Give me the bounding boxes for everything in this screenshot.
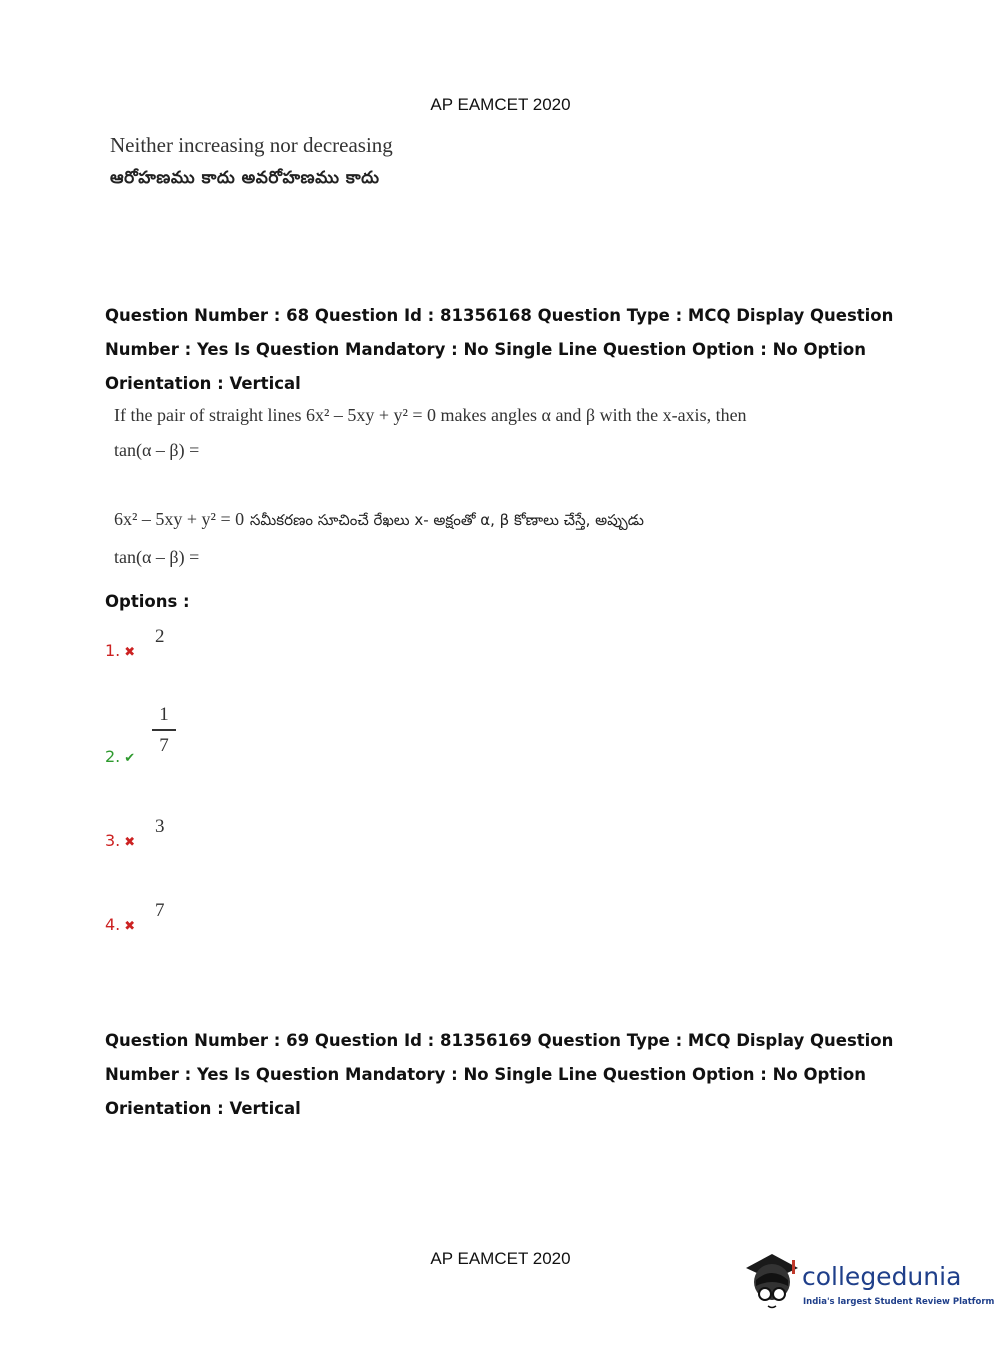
options-label: Options : (105, 592, 190, 611)
question-68-meta: Question Number : 68 Question Id : 81356168 Question Type : MCQ Display Question Number : Yes Is Question Mandatory : No Single Line Question Option : No Option Orientation : Vertical (105, 306, 894, 393)
cross-icon: ✖ (124, 645, 136, 660)
fraction-bar (152, 729, 176, 731)
question-68-text-english-line2: tan(α – β) = (114, 440, 200, 460)
option-3 (105, 831, 135, 850)
telugu-equation: 6x² – 5xy + y² = 0 (114, 509, 245, 529)
option-2-number: 2. (105, 747, 121, 766)
fraction-denominator: 7 (159, 734, 169, 756)
question-68-text-telugu (114, 509, 644, 533)
check-icon: ✔ (124, 751, 136, 766)
option-1-number: 1. (105, 641, 121, 660)
question-68-text-english: If the pair of straight lines 6x² – 5xy + y² = 0 makes angles α and β with the x-axis, then (114, 405, 747, 425)
option-4-number: 4. (105, 915, 121, 934)
page-header: AP EAMCET 2020 (430, 95, 571, 114)
question-68-text-telugu-line2: tan(α – β) = (114, 547, 200, 567)
option-4 (105, 915, 135, 934)
option-3-value: 3 (155, 816, 165, 837)
option-2-fraction (152, 704, 176, 757)
cross-icon: ✖ (124, 835, 136, 850)
option-3-number: 3. (105, 831, 121, 850)
fraction-numerator: 1 (159, 704, 169, 725)
page-footer: AP EAMCET 2020 (430, 1249, 571, 1268)
option-1 (105, 641, 135, 660)
cross-icon: ✖ (124, 919, 136, 934)
previous-answer-english: Neither increasing nor decreasing (110, 133, 393, 157)
logo-wordmark: collegedunia (802, 1262, 962, 1291)
previous-answer-telugu: ఆరోహణము కాదు అవరోహణము కాదు (110, 168, 380, 188)
question-69-meta: Question Number : 69 Question Id : 81356169 Question Type : MCQ Display Question Number : Yes Is Question Mandatory : No Single Line Question Option : No Option Orientation : Vertical (105, 1031, 894, 1118)
option-2 (105, 747, 135, 766)
logo-tagline: India's largest Student Review Platform (803, 1297, 995, 1307)
collegedunia-mascot-icon (742, 1250, 802, 1320)
option-1-value: 2 (155, 626, 165, 647)
option-4-value: 7 (155, 900, 165, 921)
telugu-text: సమీకరణం సూచించే రేఖలు x- అక్షంతో α, β కోణాలు చేస్తే, అప్పుడు (249, 511, 644, 529)
